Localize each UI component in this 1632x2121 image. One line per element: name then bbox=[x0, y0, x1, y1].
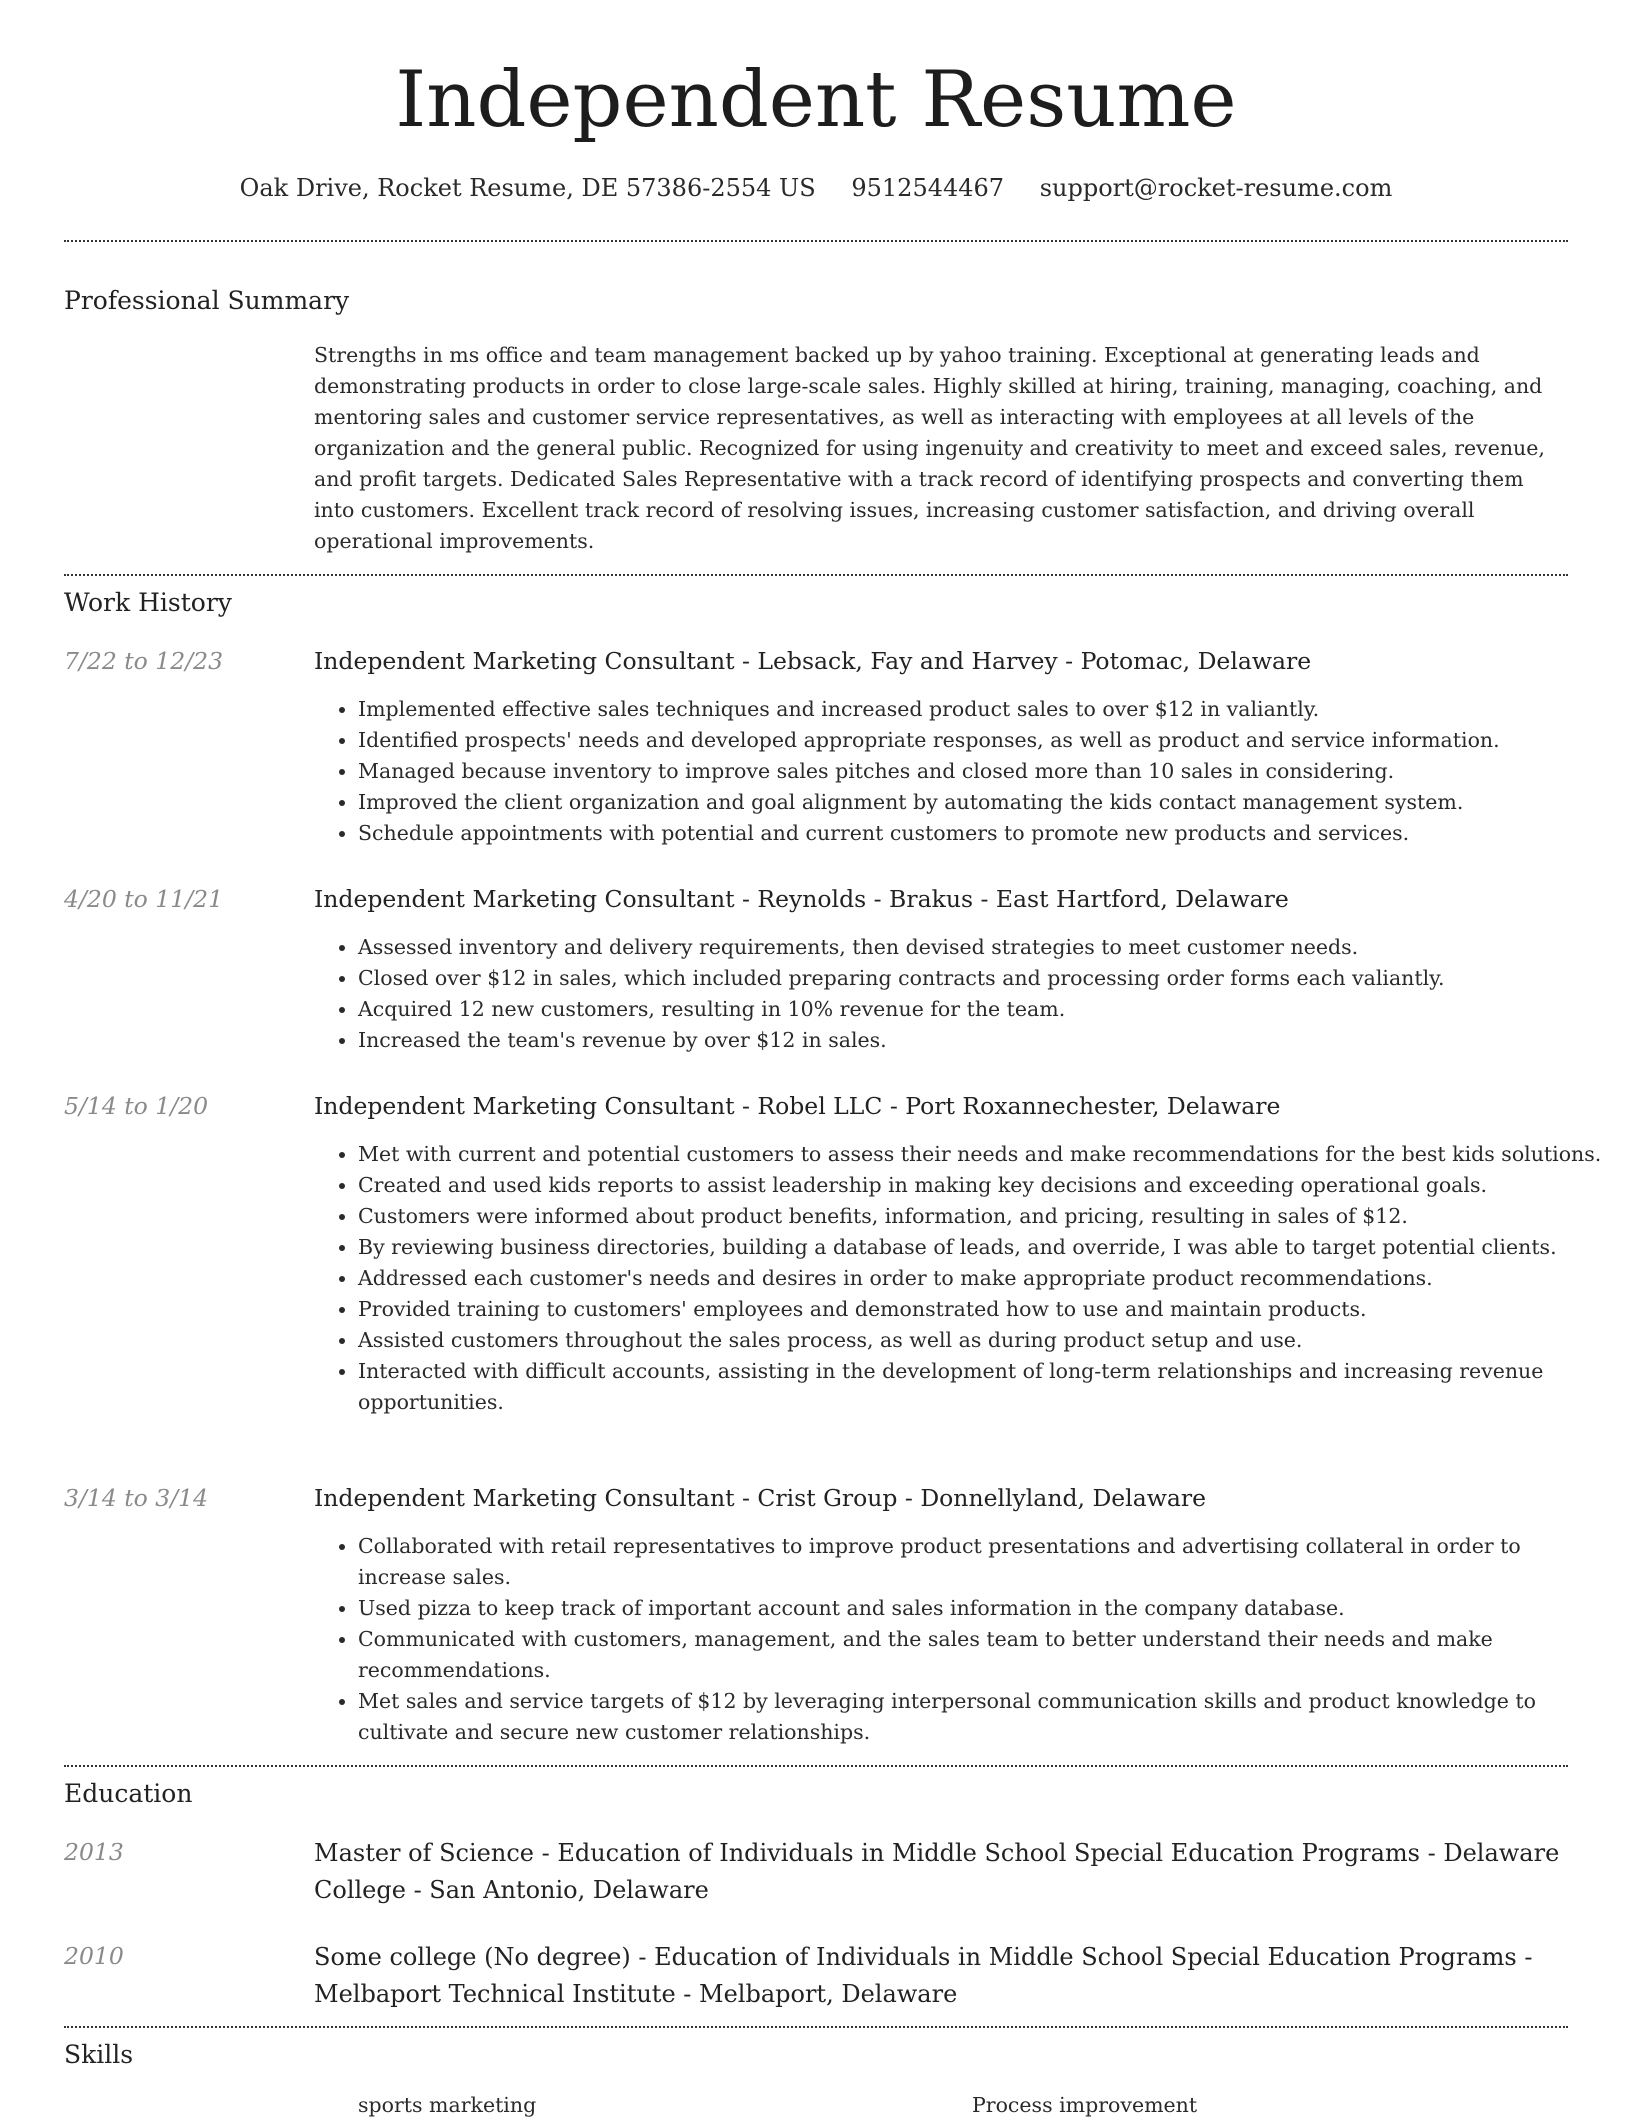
job-bullet: • Assisted customers throughout the sales process, as well as during product setup and use. bbox=[358, 1325, 1612, 1356]
job-bullet: • Met with current and potential customers to assess their needs and make recommendations for the best kids solutions. bbox=[358, 1139, 1612, 1170]
skill-item: sports marketing bbox=[358, 2093, 537, 2117]
job-bullet: • Increased the team's revenue by over $12 in sales. bbox=[358, 1025, 1612, 1056]
work-history-title: Work History bbox=[64, 588, 232, 617]
skill-item: Process improvement bbox=[972, 2093, 1198, 2117]
job-bullet: • Acquired 12 new customers, resulting in 10% revenue for the team. bbox=[358, 994, 1612, 1025]
resume-name: Independent Resume bbox=[395, 55, 1237, 145]
job-bullet: • Customers were informed about product benefits, information, and pricing, resulting in sales of $12. bbox=[358, 1201, 1612, 1232]
education-year: 2013 bbox=[64, 1838, 124, 1866]
job-bullet: • Schedule appointments with potential and current customers to promote new products and services. bbox=[358, 818, 1612, 849]
job-bullet: • Implemented effective sales techniques and increased product sales to over $12 in valiantly. bbox=[358, 694, 1612, 725]
contact-address: Oak Drive, Rocket Resume, DE 57386-2554 US bbox=[239, 174, 816, 202]
job-bullet: • Addressed each customer's needs and desires in order to make appropriate product recommendations. bbox=[358, 1263, 1612, 1294]
job-dates: 3/14 to 3/14 bbox=[64, 1484, 209, 1512]
contact-line bbox=[0, 170, 1632, 206]
contact-phone: 9512544467 bbox=[851, 174, 1005, 202]
section-divider bbox=[64, 2026, 1568, 2028]
job-bullets bbox=[314, 932, 1612, 1056]
contact-email: support@rocket-resume.com bbox=[1039, 174, 1393, 202]
section-divider bbox=[64, 240, 1568, 242]
job-heading: Independent Marketing Consultant - Crist Group - Donnellyland, Delaware bbox=[314, 1484, 1206, 1512]
summary-title: Professional Summary bbox=[64, 286, 350, 315]
job-heading: Independent Marketing Consultant - Robel LLC - Port Roxannechester, Delaware bbox=[314, 1092, 1281, 1120]
job-heading: Independent Marketing Consultant - Reynolds - Brakus - East Hartford, Delaware bbox=[314, 885, 1289, 913]
job-bullet: • Created and used kids reports to assist leadership in making key decisions and exceeding operational goals. bbox=[358, 1170, 1612, 1201]
education-year: 2010 bbox=[64, 1942, 124, 1970]
section-divider bbox=[64, 574, 1568, 576]
education-title: Education bbox=[64, 1779, 193, 1808]
job-bullet: • Assessed inventory and delivery requirements, then devised strategies to meet customer needs. bbox=[358, 932, 1612, 963]
job-bullets bbox=[314, 694, 1612, 849]
skills-title: Skills bbox=[64, 2040, 134, 2069]
job-bullet: • Managed because inventory to improve sales pitches and closed more than 10 sales in considering. bbox=[358, 756, 1612, 787]
job-bullet: • Met sales and service targets of $12 by leveraging interpersonal communication skills and product knowledge to cultivate and secure new customer relationships. bbox=[358, 1686, 1612, 1748]
summary-text: Strengths in ms office and team management backed up by yahoo training. Exceptional at generating leads and demonstrating products in order to close large-scale sales. Highly skilled at hiring, training, managing, coaching, and mentoring sales and customer service representatives, as well as interacting with employees at all levels of the organization and the general public. Recognized for using ingenuity and creativity to meet and exceed sales, revenue, and profit targets. Dedicated Sales Representative with a track record of identifying prospects and converting them into customers. Excellent track record of resolving issues, increasing customer satisfaction, and driving overall operational improvements. bbox=[314, 343, 1545, 553]
job-bullet: • Closed over $12 in sales, which included preparing contracts and processing order forms each valiantly. bbox=[358, 963, 1612, 994]
education-heading: Some college (No degree) - Education of Individuals in Middle School Special Education Programs - Melbaport Technical Institute - Melbaport, Delaware bbox=[314, 1943, 1533, 2008]
job-bullet: • Provided training to customers' employees and demonstrated how to use and maintain products. bbox=[358, 1294, 1612, 1325]
job-bullets bbox=[314, 1139, 1612, 1418]
job-dates: 5/14 to 1/20 bbox=[64, 1092, 209, 1120]
job-bullet: • By reviewing business directories, building a database of leads, and override, I was able to target potential clients. bbox=[358, 1232, 1612, 1263]
job-bullet: • Identified prospects' needs and developed appropriate responses, as well as product and service information. bbox=[358, 725, 1612, 756]
section-divider bbox=[64, 1765, 1568, 1767]
job-bullet: • Communicated with customers, management, and the sales team to better understand their needs and make recommendations. bbox=[358, 1624, 1612, 1686]
job-bullet: • Used pizza to keep track of important account and sales information in the company database. bbox=[358, 1593, 1612, 1624]
job-heading: Independent Marketing Consultant - Lebsack, Fay and Harvey - Potomac, Delaware bbox=[314, 647, 1312, 675]
education-heading: Master of Science - Education of Individuals in Middle School Special Education Programs - Delaware College - San Antonio, Delaware bbox=[314, 1839, 1560, 1904]
job-dates: 7/22 to 12/23 bbox=[64, 647, 224, 675]
job-bullet: • Interacted with difficult accounts, assisting in the development of long-term relationships and increasing revenue opportunities. bbox=[358, 1356, 1612, 1418]
job-bullet: • Improved the client organization and goal alignment by automating the kids contact management system. bbox=[358, 787, 1612, 818]
job-bullet: • Collaborated with retail representatives to improve product presentations and advertising collateral in order to increase sales. bbox=[358, 1531, 1612, 1593]
job-dates: 4/20 to 11/21 bbox=[64, 885, 224, 913]
job-bullets bbox=[314, 1531, 1612, 1748]
